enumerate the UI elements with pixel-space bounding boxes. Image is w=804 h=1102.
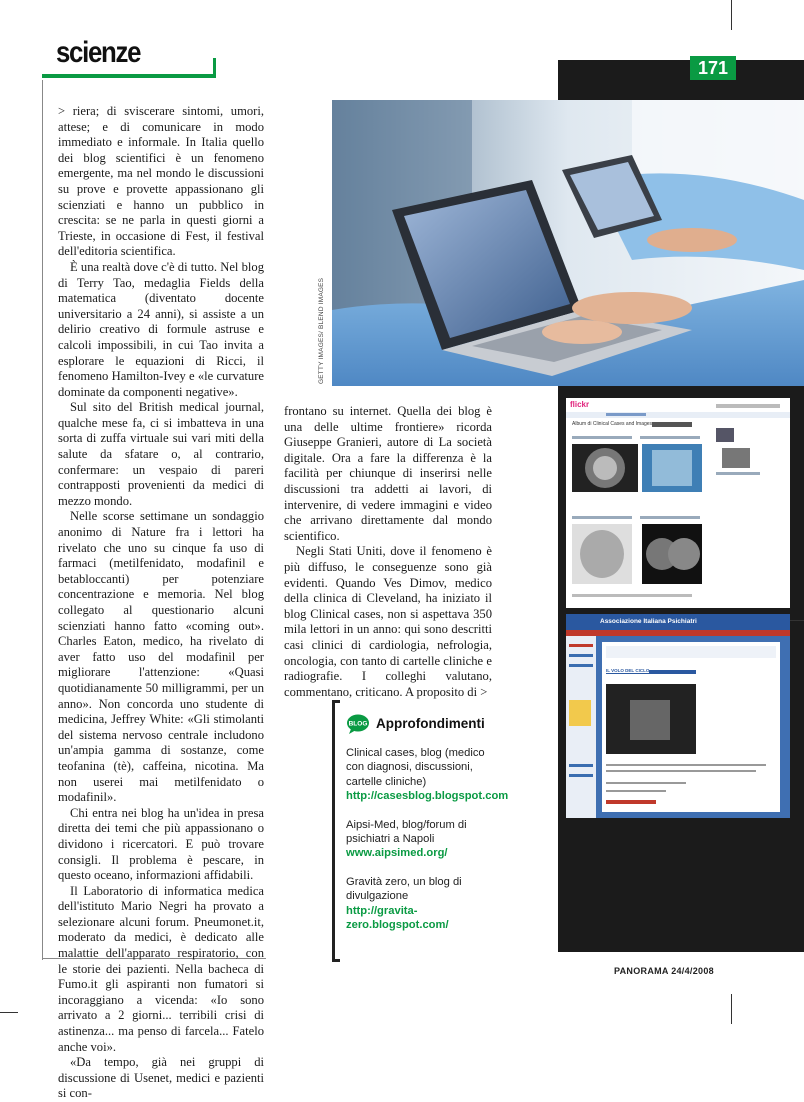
title-rule bbox=[42, 74, 216, 78]
blog-speech-icon bbox=[346, 714, 370, 734]
paragraph: frontano su internet. Quella dei blog è una delle ultime frontiere» ricorda Giuseppe Granieri, autore di La società digitale. Ora a fare la differenza è la facilità per chiunque di inserirsi nelle discussioni tra addetti ai lavori, di intervenire, di vedere immagini e video che arrivano direttamente dal mondo scientifico. bbox=[284, 404, 492, 543]
resource-description: Gravità zero, un blog di divulgazione bbox=[346, 875, 462, 903]
title-rule-vertical bbox=[213, 58, 216, 78]
footer-issue: PANORAMA 24/4/2008 bbox=[614, 966, 714, 976]
paragraph: > riera; di sviscerare sintomi, umori, attese; e di comunicare in modo immediato e informale. In Italia quello dei blog scientifici è un fenomeno emergente, ma nel mondo le discussioni su prove e provette appassionano gli scienziati e hanno un pubblico in crescita: se ne parla in questi giorni a Trieste, in occasione di Fest, il festival dell'editoria scientifica. bbox=[58, 104, 264, 259]
flickr-screenshot bbox=[566, 398, 790, 608]
approfondimenti-box bbox=[332, 700, 509, 962]
flickr-screenshot-illustration bbox=[566, 398, 790, 608]
box-bracket bbox=[332, 700, 340, 962]
column-left-rule bbox=[42, 80, 43, 960]
crop-mark bbox=[731, 0, 732, 30]
resource-item bbox=[346, 818, 496, 861]
flickr-album-title: Album di Clinical Cases and Images bbox=[572, 421, 653, 427]
section-title: scienze bbox=[56, 36, 141, 69]
blog-icon-label: BLOG bbox=[348, 720, 368, 728]
resource-link[interactable]: www.aipsimed.org/ bbox=[346, 847, 448, 860]
paragraph: Sul sito del British medical journal, qualche mese fa, ci si imbatteva in una sorta di zuffa virtuale sui vari miti della salute da sfatare o, al contrario, confermare: un vespaio di pareri contrapposti provenienti da medici di mezzo mondo. bbox=[58, 400, 264, 508]
paragraph: Nelle scorse settimane un sondaggio anonimo di Nature fra i lettori ha rivelato che uno su cinque fa uso di farmaci (metilfenidato, modafinil e betabloccanti) per potenziare concentrazione e memoria. Nel blog collegato al questionario alcuni scienziati hanno fatto «coming out». Charles Eaton, medico, ha rivelato di aver fatto uso del modafinil per migliorare l'attenzione: «Quasi quotidianamente 50 milligrammi, per un anno». Non concorda uno studente di medicina, Jeffrey White: «Gli stimolanti del sistema nervoso centrale includono un'ampia gamma di sostanze, come teofanina (tè), caffeina, nicotina. Ma non userei mai metilfenidato o modafinil». bbox=[58, 509, 264, 805]
article-column-1 bbox=[58, 104, 264, 1102]
laptop-photo-illustration bbox=[332, 100, 804, 386]
paragraph: È una realtà dove c'è di tutto. Nel blog di Terry Tao, medaglia Fields della matematica (diventato docente universitario a 24 anni), si assiste a un delirio creativo di formule astruse e calcoli impossibili, in cui Tao invita a esplorare le equazioni di Ricci, il fenomeno Hamilton-Ivey e «le curvature dominate da componenti negative». bbox=[58, 259, 264, 399]
flickr-logo: flickr bbox=[570, 400, 590, 409]
aip-post-title: IL VOLO DEL CICLO bbox=[606, 668, 650, 673]
crop-mark bbox=[0, 1012, 18, 1013]
resource-link[interactable]: http://casesblog.blogspot.com bbox=[346, 790, 509, 803]
photo-credit: GETTY IMAGES/ BLEND IMAGES bbox=[318, 277, 325, 384]
resource-description: Clinical cases, blog (medico con diagnosi, discussioni, cartelle cliniche) bbox=[346, 747, 485, 788]
resource-item bbox=[346, 746, 509, 804]
resource-item bbox=[346, 875, 496, 933]
crop-mark bbox=[731, 994, 732, 1024]
paragraph: «Da tempo, già nei gruppi di discussione di Usenet, medici e pazienti si con- bbox=[58, 1055, 264, 1101]
paragraph: Negli Stati Uniti, dove il fenomeno è più diffuso, le conseguenze sono già evidenti. Quando Ves Dimov, medico della clinica di Cleveland, ha iniziato il blog Clinical cases, non si aspettava 350 mila lettori in un anno: qui sono descritti casi clinici di cardiologia, nefrologia, oncologia, con tanto di cartelle cliniche e radiografie. I colleghi valutano, commentano, criticano. A proposito di > bbox=[284, 544, 492, 699]
aip-header-title: Associazione Italiana Psichiatri bbox=[600, 618, 697, 625]
box-title: Approfondimenti bbox=[376, 715, 485, 731]
resource-description: Aipsi-Med, blog/forum di psichiatri a Napoli bbox=[346, 818, 467, 846]
aip-screenshot bbox=[566, 614, 790, 818]
resource-link[interactable]: http://gravita-zero.blogspot.com/ bbox=[346, 904, 449, 932]
paragraph: Chi entra nei blog ha un'idea in presa diretta dei temi che più appassionano o dividono i ricercatori. E può trovare consigli. Il problema è pescare, in questo oceano, informazioni affidabili. bbox=[58, 805, 264, 883]
aip-screenshot-illustration bbox=[566, 614, 790, 818]
laptop-photo bbox=[332, 100, 804, 386]
paragraph: Il Laboratorio di informatica medica dell'istituto Mario Negri ha provato a selezionare alcuni forum. Pneumonet.it, moderato da medici, è dedicato alle malattie dell'apparato respiratorio, con le storie dei pazienti. Nella bacheca di Fumo.it gli aspiranti non fumatori si incoraggiano a vicenda: «Io sono arrivato a 2 giorni... terribili crisi di astinenza... ma penso di farcela... Fatelo anche voi». bbox=[58, 883, 264, 1054]
page-number: 171 bbox=[690, 56, 736, 80]
article-column-2 bbox=[284, 404, 492, 700]
